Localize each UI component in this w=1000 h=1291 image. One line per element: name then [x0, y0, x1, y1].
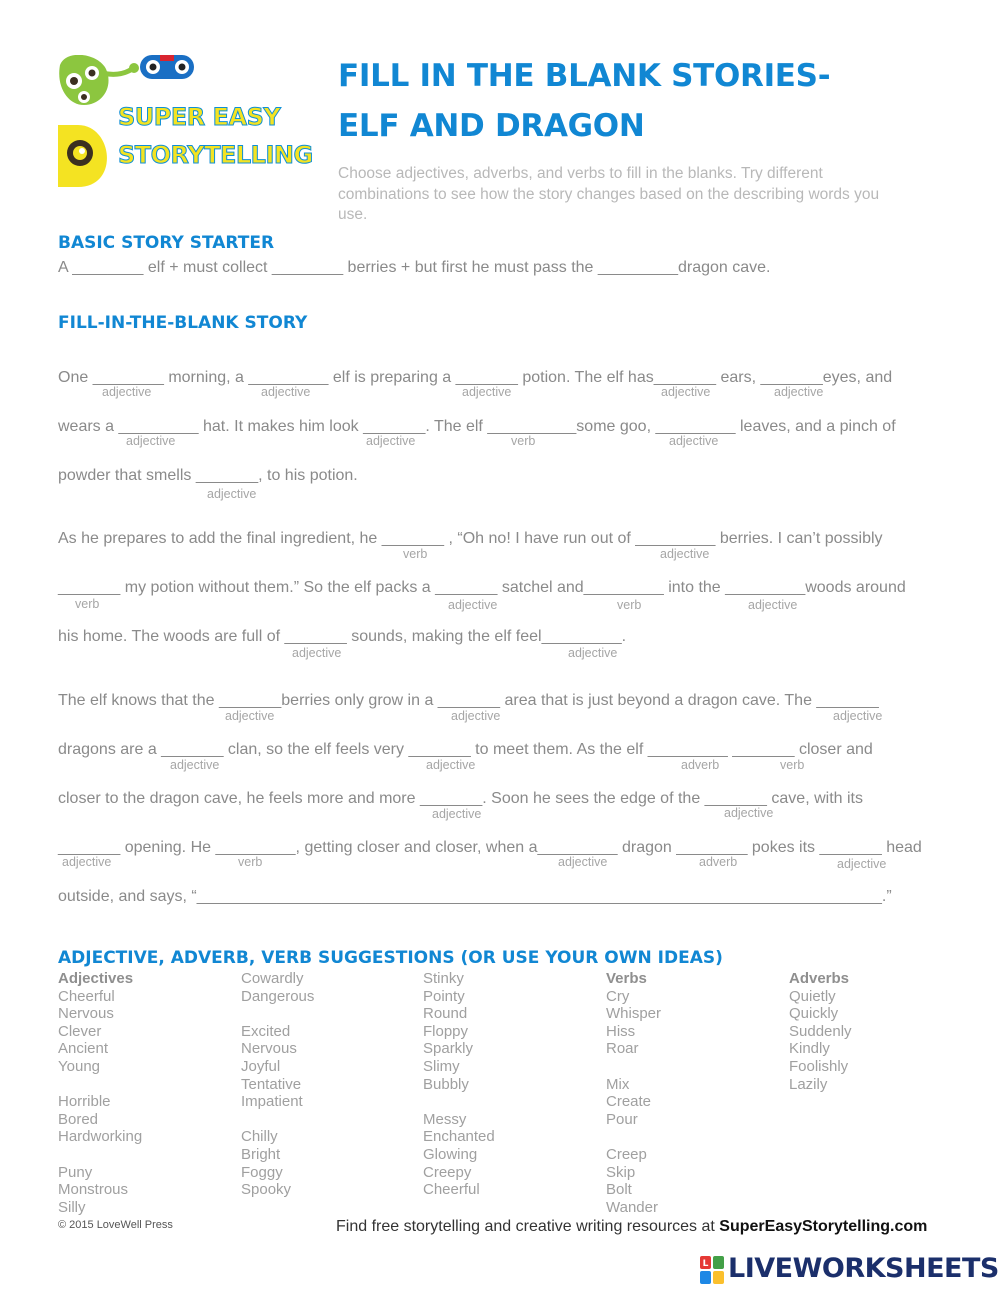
resources-line: [336, 1218, 927, 1236]
blank-label: adjective: [448, 598, 498, 612]
word: Slimy: [423, 1057, 460, 1075]
resources-link[interactable]: SuperEasyStorytelling.com: [719, 1218, 928, 1235]
logo-line1: SUPER EASY: [118, 103, 281, 131]
word: Bored: [58, 1110, 99, 1128]
adverbs-column: [789, 970, 852, 1093]
word: Quietly: [789, 987, 836, 1005]
story-line: One ________ morning, a _________ elf is preparing a _______ potion. The elf has_______ ears, _______eyes, and: [58, 369, 893, 386]
word: Messy: [423, 1110, 467, 1128]
word: [606, 1058, 661, 1076]
blank-label: adjective: [660, 547, 710, 561]
blank-label: adverb: [681, 758, 720, 772]
word: Young: [58, 1057, 100, 1075]
word: Glowing: [423, 1145, 478, 1163]
word: Nervous: [58, 1005, 114, 1023]
word: Skip: [606, 1163, 636, 1181]
word: Creep: [606, 1145, 647, 1163]
starter-heading: BASIC STORY STARTER: [58, 233, 275, 253]
starter-text: A ________ elf + must collect ________ berries + but first he must pass the _________dragon cave.: [58, 259, 771, 276]
blank-label: adjective: [366, 434, 416, 448]
blank-label: adjective: [126, 434, 176, 448]
blank-label: verb: [403, 547, 428, 561]
page-title-line2: ELF AND DRAGON: [338, 108, 645, 144]
word: [58, 1076, 142, 1094]
badge-letter: L: [702, 1259, 709, 1269]
blank-label: adjective: [170, 758, 220, 772]
word: Ancient: [58, 1040, 109, 1058]
story-line: As he prepares to add the final ingredient, he _______ , “Oh no! I have run out of _________ berries. I can’t possibly: [58, 530, 883, 547]
blank-label: verb: [75, 597, 100, 611]
blank-label: adjective: [426, 758, 476, 772]
word: Tentative: [241, 1075, 302, 1093]
word: Horrible: [58, 1093, 111, 1111]
adjectives-column-3: [423, 970, 495, 1199]
blank-label: adjective: [748, 598, 798, 612]
story-line: powder that smells _______, to his potion.: [58, 467, 358, 484]
logo: [58, 55, 320, 190]
word: [423, 1093, 495, 1111]
word: Silly: [58, 1198, 86, 1216]
blank-label: adjective: [451, 709, 501, 723]
word: Stinky: [423, 970, 464, 987]
word: Create: [606, 1093, 652, 1111]
word: Foggy: [241, 1163, 283, 1181]
word: Lazily: [789, 1075, 828, 1093]
verbs-header: Verbs: [606, 970, 647, 987]
word: Foolishly: [789, 1057, 849, 1075]
story-line: _______ opening. He _________, getting closer and closer, when a_________ dragon ________ pokes its _______ head: [58, 839, 922, 856]
word: Bright: [241, 1145, 281, 1163]
word: Pour: [606, 1110, 638, 1128]
word: Wander: [606, 1198, 658, 1216]
word: Creepy: [423, 1163, 472, 1181]
word: Enchanted: [423, 1128, 495, 1146]
word: Suddenly: [789, 1022, 852, 1040]
blank-label: adjective: [462, 385, 512, 399]
adjectives-header: Adjectives: [58, 970, 134, 987]
blank-label: adjective: [661, 385, 711, 399]
blank-label: adjective: [432, 807, 482, 821]
word: Quickly: [789, 1005, 839, 1023]
blank-label: adjective: [292, 646, 342, 660]
logo-line2: STORYTELLING: [118, 141, 313, 169]
blank-label: verb: [511, 434, 536, 448]
blank-label: adjective: [774, 385, 824, 399]
word: Bolt: [606, 1181, 632, 1199]
adverbs-header: Adverbs: [789, 970, 850, 987]
story-line: wears a _________ hat. It makes him look _______. The elf __________some goo, _________ leaves, and a pinch of: [58, 418, 896, 435]
intro-text: Choose adjectives, adverbs, and verbs to fill in the blanks. Try different combinations to see how the story changes based on the describing words you use.: [338, 165, 880, 223]
blank-label: adjective: [568, 646, 618, 660]
story-line: his home. The woods are full of _______ sounds, making the elf feel_________.: [58, 628, 627, 645]
word: Nervous: [241, 1040, 297, 1058]
blank-label: adjective: [837, 857, 887, 871]
word: [241, 1005, 314, 1023]
story-line: dragons are a _______ clan, so the elf feels very _______ to meet them. As the elf _________ _______ closer and: [58, 741, 873, 758]
word: Chilly: [241, 1128, 278, 1146]
blank-label: verb: [617, 598, 642, 612]
word: Kindly: [789, 1040, 830, 1058]
blank-label: adjective: [558, 855, 608, 869]
word: Whisper: [606, 1005, 662, 1023]
blank-label: verb: [780, 758, 805, 772]
word: Round: [423, 1005, 468, 1023]
word: Bubbly: [423, 1075, 469, 1093]
adjectives-column-1: [58, 970, 142, 1216]
verbs-column: [606, 970, 661, 1216]
word: Impatient: [241, 1093, 303, 1111]
adjectives-column-2: [241, 970, 314, 1199]
blank-label: adjective: [261, 385, 311, 399]
blank-label: adjective: [669, 434, 719, 448]
word: Cheerful: [58, 987, 115, 1005]
story-line: _______ my potion without them.” So the elf packs a _______ satchel and_________ into the _________woods around: [58, 579, 906, 596]
word: Sparkly: [423, 1040, 474, 1058]
word: Hardworking: [58, 1128, 143, 1146]
word: [606, 1128, 661, 1146]
word: Dangerous: [241, 987, 315, 1005]
page-title-line1: FILL IN THE BLANK STORIES-: [338, 58, 831, 94]
blank-label: adjective: [62, 855, 112, 869]
word: Cheerful: [423, 1181, 480, 1199]
suggestions-heading: ADJECTIVE, ADVERB, VERB SUGGESTIONS (OR USE YOUR OWN IDEAS): [58, 948, 723, 968]
blank-label: adjective: [102, 385, 152, 399]
word: Joyful: [241, 1057, 281, 1075]
word: Cowardly: [241, 970, 304, 987]
word: Puny: [58, 1163, 93, 1181]
word: Monstrous: [58, 1181, 129, 1199]
word: Clever: [58, 1022, 102, 1040]
word: [58, 1146, 142, 1164]
story-heading: FILL-IN-THE-BLANK STORY: [58, 313, 308, 333]
word: Cry: [606, 987, 630, 1005]
blank-label: adjective: [225, 709, 275, 723]
story-line: The elf knows that the _______berries only grow in a _______ area that is just beyond a dragon cave. The _______: [58, 692, 879, 709]
blank-label: adjective: [833, 709, 883, 723]
liveworksheets-text: LIVEWORKSHEETS: [728, 1253, 999, 1284]
word: Roar: [606, 1040, 639, 1058]
blank-label: adverb: [699, 855, 738, 869]
word: Floppy: [423, 1022, 469, 1040]
blank-label: adjective: [724, 806, 774, 820]
liveworksheets-badge-icon: [700, 1256, 726, 1284]
word: Spooky: [241, 1181, 292, 1199]
blank-label: adjective: [207, 487, 257, 501]
story-line: outside, and says, “_____________________________________________________________________________.”: [58, 888, 892, 905]
word: Excited: [241, 1022, 291, 1040]
resources-text: Find free storytelling and creative writing resources at: [336, 1218, 715, 1235]
word: Pointy: [423, 987, 465, 1005]
blank-label: verb: [238, 855, 263, 869]
word: Mix: [606, 1075, 630, 1093]
word: Hiss: [606, 1022, 636, 1040]
story-line: closer to the dragon cave, he feels more and more _______. Soon he sees the edge of the _______ cave, with its: [58, 790, 863, 807]
copyright: © 2015 LoveWell Press: [58, 1219, 173, 1231]
word: [241, 1111, 314, 1129]
